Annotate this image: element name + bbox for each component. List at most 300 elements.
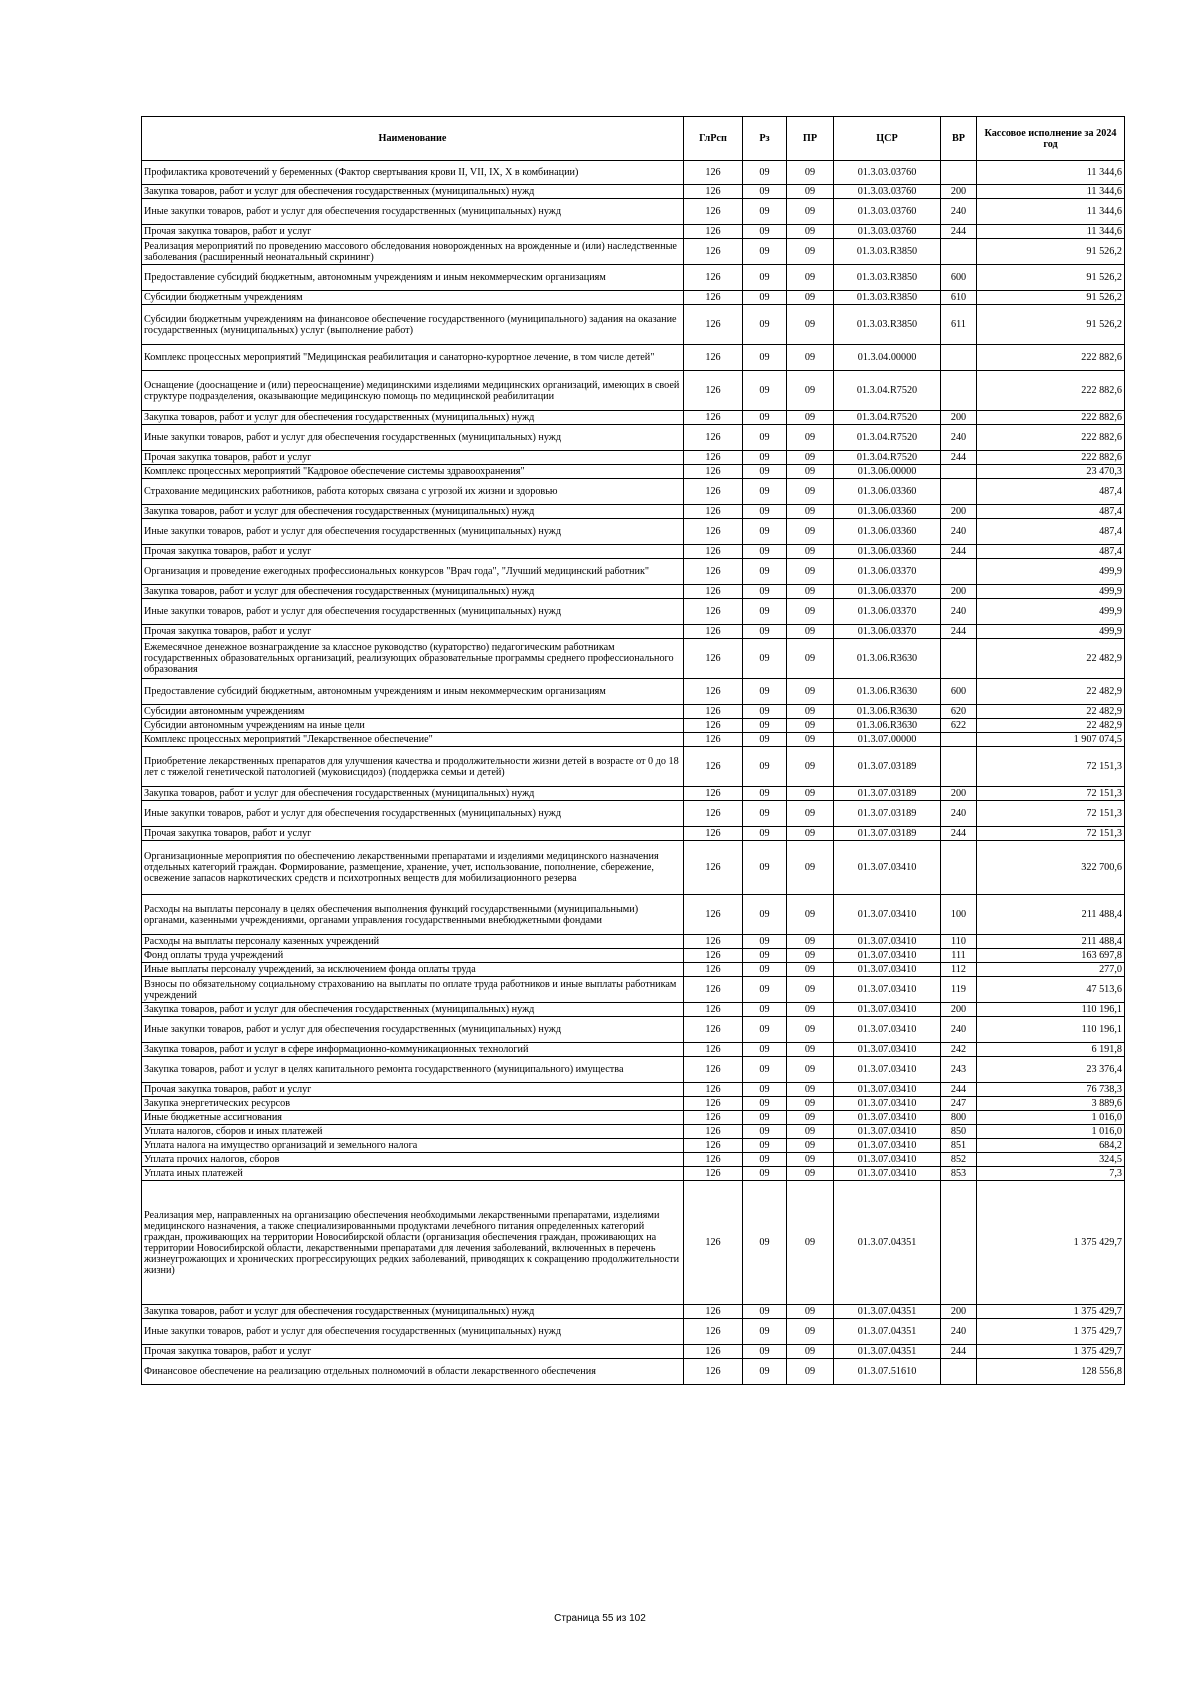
cell-vr: 240 <box>941 1319 977 1345</box>
cell-csr: 01.3.06.R3630 <box>834 705 941 719</box>
cell-vr: 242 <box>941 1043 977 1057</box>
cell-name: Закупка товаров, работ и услуг для обеспечения государственных (муниципальных) нужд <box>142 185 684 199</box>
cell-glrsp: 126 <box>684 1305 743 1319</box>
cell-glrsp: 126 <box>684 411 743 425</box>
cell-pr: 09 <box>787 1345 834 1359</box>
cell-pr: 09 <box>787 451 834 465</box>
cell-name: Уплата налога на имущество организаций и земельного налога <box>142 1139 684 1153</box>
cell-glrsp: 126 <box>684 705 743 719</box>
cell-name: Иные закупки товаров, работ и услуг для обеспечения государственных (муниципальных) нужд <box>142 1319 684 1345</box>
cell-glrsp: 126 <box>684 451 743 465</box>
table-row <box>142 411 1125 425</box>
cell-csr: 01.3.06.R3630 <box>834 719 941 733</box>
table-row <box>142 265 1125 291</box>
cell-name: Иные закупки товаров, работ и услуг для обеспечения государственных (муниципальных) нужд <box>142 599 684 625</box>
cell-name: Закупка товаров, работ и услуг в сфере информационно-коммуникационных технологий <box>142 1043 684 1057</box>
cell-amount: 11 344,6 <box>977 185 1125 199</box>
cell-glrsp: 126 <box>684 585 743 599</box>
cell-rz: 09 <box>743 425 787 451</box>
cell-csr: 01.3.07.03189 <box>834 787 941 801</box>
cell-amount: 277,0 <box>977 963 1125 977</box>
cell-amount: 47 513,6 <box>977 977 1125 1003</box>
table-row <box>142 963 1125 977</box>
cell-rz: 09 <box>743 1305 787 1319</box>
cell-pr: 09 <box>787 639 834 679</box>
cell-name: Организационные мероприятия по обеспечению лекарственными препаратами и изделиями медицинского назначения отдельных категорий граждан. Формирование, размещение, хранение, учет, использование, пополнение, сбережение, освежение запасов наркотических средств и психотропных веществ для мобилизационного резерва <box>142 841 684 895</box>
cell-glrsp: 126 <box>684 265 743 291</box>
cell-glrsp: 126 <box>684 1359 743 1385</box>
cell-rz: 09 <box>743 599 787 625</box>
cell-name: Предоставление субсидий бюджетным, автономным учреждениям и иным некоммерческим организациям <box>142 265 684 291</box>
table-body <box>142 161 1125 1385</box>
cell-amount: 72 151,3 <box>977 827 1125 841</box>
cell-vr <box>941 1359 977 1385</box>
table-row <box>142 1017 1125 1043</box>
cell-vr: 240 <box>941 519 977 545</box>
cell-glrsp: 126 <box>684 1057 743 1083</box>
cell-name: Закупка товаров, работ и услуг для обеспечения государственных (муниципальных) нужд <box>142 787 684 801</box>
cell-csr: 01.3.07.03410 <box>834 1003 941 1017</box>
cell-csr: 01.3.07.04351 <box>834 1305 941 1319</box>
header-rz: Рз <box>743 117 787 161</box>
cell-rz: 09 <box>743 1139 787 1153</box>
cell-pr: 09 <box>787 345 834 371</box>
cell-name: Фонд оплаты труда учреждений <box>142 949 684 963</box>
table-row <box>142 465 1125 479</box>
cell-rz: 09 <box>743 935 787 949</box>
cell-vr: 800 <box>941 1111 977 1125</box>
cell-rz: 09 <box>743 1125 787 1139</box>
cell-csr: 01.3.06.03360 <box>834 479 941 505</box>
cell-csr: 01.3.07.04351 <box>834 1181 941 1305</box>
cell-pr: 09 <box>787 1057 834 1083</box>
cell-csr: 01.3.07.03410 <box>834 1017 941 1043</box>
cell-pr: 09 <box>787 1043 834 1057</box>
table-row <box>142 161 1125 185</box>
cell-glrsp: 126 <box>684 161 743 185</box>
cell-vr: 240 <box>941 425 977 451</box>
cell-name: Уплата иных платежей <box>142 1167 684 1181</box>
cell-glrsp: 126 <box>684 519 743 545</box>
cell-amount: 22 482,9 <box>977 705 1125 719</box>
cell-glrsp: 126 <box>684 1167 743 1181</box>
table-row <box>142 345 1125 371</box>
cell-glrsp: 126 <box>684 1345 743 1359</box>
cell-pr: 09 <box>787 505 834 519</box>
cell-name: Прочая закупка товаров, работ и услуг <box>142 451 684 465</box>
cell-vr: 247 <box>941 1097 977 1111</box>
cell-pr: 09 <box>787 265 834 291</box>
cell-glrsp: 126 <box>684 1083 743 1097</box>
table-row <box>142 733 1125 747</box>
cell-csr: 01.3.07.51610 <box>834 1359 941 1385</box>
cell-csr: 01.3.07.03410 <box>834 935 941 949</box>
table-row <box>142 1097 1125 1111</box>
cell-amount: 22 482,9 <box>977 719 1125 733</box>
cell-csr: 01.3.03.R3850 <box>834 265 941 291</box>
cell-csr: 01.3.07.03410 <box>834 1111 941 1125</box>
cell-pr: 09 <box>787 705 834 719</box>
table-header-row <box>142 117 1125 161</box>
cell-glrsp: 126 <box>684 1139 743 1153</box>
cell-csr: 01.3.07.03189 <box>834 827 941 841</box>
cell-pr: 09 <box>787 801 834 827</box>
cell-pr: 09 <box>787 895 834 935</box>
cell-amount: 3 889,6 <box>977 1097 1125 1111</box>
table-row <box>142 545 1125 559</box>
cell-vr <box>941 559 977 585</box>
header-amount: Кассовое исполнение за 2024 год <box>977 117 1125 161</box>
cell-pr: 09 <box>787 545 834 559</box>
cell-rz: 09 <box>743 291 787 305</box>
cell-amount: 487,4 <box>977 545 1125 559</box>
cell-csr: 01.3.07.03410 <box>834 1125 941 1139</box>
cell-name: Страхование медицинских работников, работа которых связана с угрозой их жизни и здоровью <box>142 479 684 505</box>
cell-vr: 244 <box>941 545 977 559</box>
cell-pr: 09 <box>787 719 834 733</box>
cell-amount: 499,9 <box>977 625 1125 639</box>
cell-amount: 110 196,1 <box>977 1003 1125 1017</box>
cell-pr: 09 <box>787 787 834 801</box>
cell-rz: 09 <box>743 787 787 801</box>
cell-csr: 01.3.06.R3630 <box>834 639 941 679</box>
cell-pr: 09 <box>787 519 834 545</box>
cell-rz: 09 <box>743 949 787 963</box>
cell-glrsp: 126 <box>684 479 743 505</box>
cell-vr <box>941 841 977 895</box>
cell-glrsp: 126 <box>684 733 743 747</box>
cell-rz: 09 <box>743 963 787 977</box>
cell-name: Расходы на выплаты персоналу в целях обеспечения выполнения функций государственными (муниципальными) органами, казенными учреждениями, органами управления государственными внебюджетными фондами <box>142 895 684 935</box>
cell-pr: 09 <box>787 747 834 787</box>
cell-amount: 163 697,8 <box>977 949 1125 963</box>
cell-pr: 09 <box>787 305 834 345</box>
cell-glrsp: 126 <box>684 747 743 787</box>
table-row <box>142 225 1125 239</box>
cell-csr: 01.3.07.00000 <box>834 733 941 747</box>
cell-pr: 09 <box>787 239 834 265</box>
cell-vr: 244 <box>941 827 977 841</box>
cell-glrsp: 126 <box>684 1017 743 1043</box>
cell-name: Закупка товаров, работ и услуг для обеспечения государственных (муниципальных) нужд <box>142 1305 684 1319</box>
cell-pr: 09 <box>787 559 834 585</box>
cell-rz: 09 <box>743 1111 787 1125</box>
cell-amount: 222 882,6 <box>977 451 1125 465</box>
cell-csr: 01.3.07.03410 <box>834 841 941 895</box>
cell-csr: 01.3.07.03410 <box>834 977 941 1003</box>
cell-pr: 09 <box>787 625 834 639</box>
cell-rz: 09 <box>743 1345 787 1359</box>
cell-csr: 01.3.06.03370 <box>834 559 941 585</box>
cell-vr: 611 <box>941 305 977 345</box>
cell-pr: 09 <box>787 1003 834 1017</box>
cell-csr: 01.3.07.03410 <box>834 949 941 963</box>
cell-pr: 09 <box>787 949 834 963</box>
cell-glrsp: 126 <box>684 291 743 305</box>
cell-pr: 09 <box>787 935 834 949</box>
cell-pr: 09 <box>787 1359 834 1385</box>
cell-csr: 01.3.03.R3850 <box>834 291 941 305</box>
cell-amount: 487,4 <box>977 505 1125 519</box>
cell-amount: 222 882,6 <box>977 345 1125 371</box>
cell-amount: 11 344,6 <box>977 225 1125 239</box>
cell-name: Реализация мер, направленных на организацию обеспечения необходимыми лекарственными препаратами, изделиями медицинского назначения, а также специализированными продуктами лечебного питания определенных категорий граждан, проживающих на территории Новосибирской области (организация обеспечения граждан, проживающих на территории Новосибирской области, лекарственными препаратами для лечения заболеваний, включенных в перечень жизнеугрожающих и хронических прогрессирующих редких заболеваний, приводящих к сокращению продолжительности жизни) <box>142 1181 684 1305</box>
cell-amount: 72 151,3 <box>977 747 1125 787</box>
table-row <box>142 679 1125 705</box>
cell-glrsp: 126 <box>684 1097 743 1111</box>
cell-glrsp: 126 <box>684 787 743 801</box>
cell-name: Расходы на выплаты персоналу казенных учреждений <box>142 935 684 949</box>
cell-amount: 487,4 <box>977 479 1125 505</box>
cell-vr: 200 <box>941 411 977 425</box>
cell-csr: 01.3.07.03410 <box>834 963 941 977</box>
cell-pr: 09 <box>787 733 834 747</box>
cell-glrsp: 126 <box>684 801 743 827</box>
cell-pr: 09 <box>787 1153 834 1167</box>
cell-amount: 72 151,3 <box>977 801 1125 827</box>
cell-pr: 09 <box>787 977 834 1003</box>
cell-csr: 01.3.04.R7520 <box>834 371 941 411</box>
cell-amount: 499,9 <box>977 559 1125 585</box>
table-row <box>142 1305 1125 1319</box>
table-row <box>142 787 1125 801</box>
header-pr: ПР <box>787 117 834 161</box>
cell-glrsp: 126 <box>684 639 743 679</box>
cell-vr: 850 <box>941 1125 977 1139</box>
cell-vr: 240 <box>941 199 977 225</box>
cell-vr: 244 <box>941 1345 977 1359</box>
table-row <box>142 1181 1125 1305</box>
table-row <box>142 1345 1125 1359</box>
cell-vr: 610 <box>941 291 977 305</box>
cell-glrsp: 126 <box>684 225 743 239</box>
cell-csr: 01.3.06.03360 <box>834 545 941 559</box>
table-row <box>142 1125 1125 1139</box>
cell-csr: 01.3.07.03410 <box>834 895 941 935</box>
cell-name: Предоставление субсидий бюджетным, автономным учреждениям и иным некоммерческим организациям <box>142 679 684 705</box>
table-row <box>142 305 1125 345</box>
cell-vr: 243 <box>941 1057 977 1083</box>
cell-pr: 09 <box>787 161 834 185</box>
cell-amount: 110 196,1 <box>977 1017 1125 1043</box>
cell-amount: 222 882,6 <box>977 371 1125 411</box>
cell-rz: 09 <box>743 465 787 479</box>
table-row <box>142 1111 1125 1125</box>
cell-csr: 01.3.07.04351 <box>834 1345 941 1359</box>
cell-rz: 09 <box>743 225 787 239</box>
cell-amount: 1 016,0 <box>977 1111 1125 1125</box>
cell-pr: 09 <box>787 599 834 625</box>
cell-csr: 01.3.06.00000 <box>834 465 941 479</box>
cell-pr: 09 <box>787 411 834 425</box>
cell-glrsp: 126 <box>684 239 743 265</box>
cell-rz: 09 <box>743 801 787 827</box>
cell-pr: 09 <box>787 1139 834 1153</box>
table-row <box>142 841 1125 895</box>
cell-rz: 09 <box>743 747 787 787</box>
table-row <box>142 479 1125 505</box>
cell-name: Субсидии автономным учреждениям <box>142 705 684 719</box>
cell-glrsp: 126 <box>684 827 743 841</box>
cell-vr: 851 <box>941 1139 977 1153</box>
cell-name: Приобретение лекарственных препаратов для улучшения качества и продолжительности жизни детей в возрасте от 0 до 18 лет с тяжелой генетической патологией (муковисцидоз) (поддержка семьи и детей) <box>142 747 684 787</box>
cell-vr: 119 <box>941 977 977 1003</box>
table-row <box>142 1319 1125 1345</box>
cell-amount: 22 482,9 <box>977 679 1125 705</box>
cell-pr: 09 <box>787 291 834 305</box>
cell-amount: 76 738,3 <box>977 1083 1125 1097</box>
cell-rz: 09 <box>743 1167 787 1181</box>
table-row <box>142 1359 1125 1385</box>
cell-pr: 09 <box>787 371 834 411</box>
cell-csr: 01.3.03.03760 <box>834 199 941 225</box>
cell-name: Организация и проведение ежегодных профессиональных конкурсов "Врач года", "Лучший медицинский работник" <box>142 559 684 585</box>
cell-amount: 499,9 <box>977 599 1125 625</box>
cell-rz: 09 <box>743 265 787 291</box>
cell-glrsp: 126 <box>684 935 743 949</box>
cell-name: Закупка товаров, работ и услуг для обеспечения государственных (муниципальных) нужд <box>142 585 684 599</box>
cell-amount: 11 344,6 <box>977 199 1125 225</box>
cell-glrsp: 126 <box>684 1111 743 1125</box>
cell-rz: 09 <box>743 519 787 545</box>
cell-amount: 23 376,4 <box>977 1057 1125 1083</box>
cell-rz: 09 <box>743 1017 787 1043</box>
cell-pr: 09 <box>787 1017 834 1043</box>
cell-vr: 620 <box>941 705 977 719</box>
cell-rz: 09 <box>743 411 787 425</box>
table-row <box>142 705 1125 719</box>
cell-amount: 499,9 <box>977 585 1125 599</box>
cell-vr: 240 <box>941 1017 977 1043</box>
cell-rz: 09 <box>743 705 787 719</box>
cell-glrsp: 126 <box>684 1181 743 1305</box>
table-row <box>142 599 1125 625</box>
cell-rz: 09 <box>743 1319 787 1345</box>
cell-name: Уплата прочих налогов, сборов <box>142 1153 684 1167</box>
header-glrsp: ГлРсп <box>684 117 743 161</box>
cell-glrsp: 126 <box>684 1043 743 1057</box>
cell-vr: 200 <box>941 185 977 199</box>
table-row <box>142 747 1125 787</box>
cell-pr: 09 <box>787 1305 834 1319</box>
table-row <box>142 291 1125 305</box>
cell-name: Прочая закупка товаров, работ и услуг <box>142 1083 684 1097</box>
table-row <box>142 519 1125 545</box>
cell-vr: 244 <box>941 1083 977 1097</box>
cell-rz: 09 <box>743 1003 787 1017</box>
cell-vr: 100 <box>941 895 977 935</box>
table-row <box>142 239 1125 265</box>
table-row <box>142 801 1125 827</box>
table-row <box>142 935 1125 949</box>
cell-rz: 09 <box>743 585 787 599</box>
table-row <box>142 425 1125 451</box>
cell-vr: 240 <box>941 801 977 827</box>
table-row <box>142 895 1125 935</box>
cell-glrsp: 126 <box>684 185 743 199</box>
cell-csr: 01.3.06.R3630 <box>834 679 941 705</box>
cell-amount: 128 556,8 <box>977 1359 1125 1385</box>
cell-name: Прочая закупка товаров, работ и услуг <box>142 225 684 239</box>
cell-amount: 23 470,3 <box>977 465 1125 479</box>
cell-rz: 09 <box>743 239 787 265</box>
cell-pr: 09 <box>787 225 834 239</box>
cell-name: Иные закупки товаров, работ и услуг для обеспечения государственных (муниципальных) нужд <box>142 425 684 451</box>
cell-name: Взносы по обязательному социальному страхованию на выплаты по оплате труда работников и иные выплаты работникам учреждений <box>142 977 684 1003</box>
cell-csr: 01.3.06.03360 <box>834 519 941 545</box>
header-name: Наименование <box>142 117 684 161</box>
cell-glrsp: 126 <box>684 1153 743 1167</box>
cell-pr: 09 <box>787 1083 834 1097</box>
cell-rz: 09 <box>743 719 787 733</box>
cell-vr <box>941 639 977 679</box>
cell-vr: 240 <box>941 599 977 625</box>
cell-amount: 6 191,8 <box>977 1043 1125 1057</box>
table-row <box>142 505 1125 519</box>
cell-amount: 91 526,2 <box>977 265 1125 291</box>
cell-csr: 01.3.04.00000 <box>834 345 941 371</box>
cell-rz: 09 <box>743 1083 787 1097</box>
table-row <box>142 827 1125 841</box>
cell-name: Ежемесячное денежное вознаграждение за классное руководство (кураторство) педагогическим работникам государственных образовательных организаций, реализующих образовательные программы среднего профессионального образования <box>142 639 684 679</box>
cell-rz: 09 <box>743 625 787 639</box>
table-row <box>142 451 1125 465</box>
table-row <box>142 639 1125 679</box>
cell-amount: 72 151,3 <box>977 787 1125 801</box>
cell-glrsp: 126 <box>684 545 743 559</box>
cell-name: Профилактика кровотечений у беременных (Фактор свертывания крови II, VII, IX, X в комбинации) <box>142 161 684 185</box>
cell-rz: 09 <box>743 679 787 705</box>
cell-glrsp: 126 <box>684 199 743 225</box>
cell-name: Оснащение (дооснащение и (или) переоснащение) медицинскими изделиями медицинских организаций, имеющих в своей структуре подразделения, оказывающие медицинскую помощь по медицинской реабилитации <box>142 371 684 411</box>
cell-amount: 322 700,6 <box>977 841 1125 895</box>
cell-amount: 211 488,4 <box>977 935 1125 949</box>
cell-csr: 01.3.03.R3850 <box>834 239 941 265</box>
cell-amount: 211 488,4 <box>977 895 1125 935</box>
cell-name: Иные выплаты персоналу учреждений, за исключением фонда оплаты труда <box>142 963 684 977</box>
cell-rz: 09 <box>743 1153 787 1167</box>
cell-vr: 622 <box>941 719 977 733</box>
cell-pr: 09 <box>787 199 834 225</box>
cell-rz: 09 <box>743 1043 787 1057</box>
cell-rz: 09 <box>743 639 787 679</box>
header-csr: ЦСР <box>834 117 941 161</box>
cell-amount: 222 882,6 <box>977 411 1125 425</box>
cell-rz: 09 <box>743 545 787 559</box>
cell-vr <box>941 161 977 185</box>
cell-glrsp: 126 <box>684 841 743 895</box>
cell-glrsp: 126 <box>684 1003 743 1017</box>
cell-amount: 1 375 429,7 <box>977 1305 1125 1319</box>
cell-vr: 853 <box>941 1167 977 1181</box>
cell-glrsp: 126 <box>684 679 743 705</box>
cell-name: Иные закупки товаров, работ и услуг для обеспечения государственных (муниципальных) нужд <box>142 801 684 827</box>
table-row <box>142 185 1125 199</box>
cell-rz: 09 <box>743 841 787 895</box>
table-row <box>142 977 1125 1003</box>
cell-vr: 200 <box>941 505 977 519</box>
table-row <box>142 1003 1125 1017</box>
cell-vr: 600 <box>941 679 977 705</box>
cell-name: Прочая закупка товаров, работ и услуг <box>142 545 684 559</box>
cell-vr: 244 <box>941 625 977 639</box>
cell-vr: 852 <box>941 1153 977 1167</box>
cell-vr <box>941 239 977 265</box>
cell-name: Иные закупки товаров, работ и услуг для обеспечения государственных (муниципальных) нужд <box>142 1017 684 1043</box>
cell-glrsp: 126 <box>684 599 743 625</box>
cell-csr: 01.3.03.03760 <box>834 225 941 239</box>
cell-glrsp: 126 <box>684 1125 743 1139</box>
